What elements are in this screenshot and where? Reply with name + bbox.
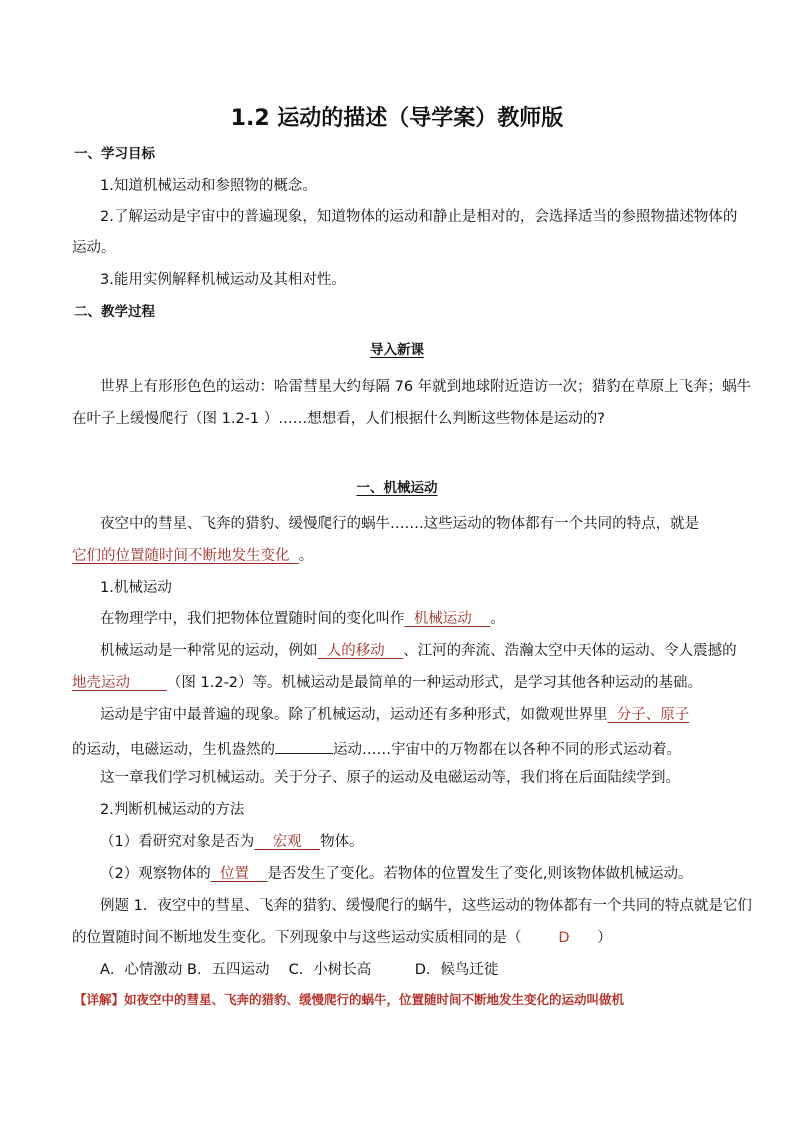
- para-3-line-1: 机械运动是一种常见的运动，例如 人的移动 、江河的奔流、浩瀚太空中天体的运动、令人震撼的: [100, 643, 737, 659]
- goal-3: 3.能用实例解释机械运动及其相对性。: [100, 272, 346, 288]
- intro-line-2: 在叶子上缓慢爬行（图 1.2-1 ）……想想看，人们根据什么判断这些物体是运动的?: [72, 411, 605, 427]
- example-1-options: A．心情激动 B．五四运动 C．小树长高 D．候鸟迁徙: [100, 962, 499, 978]
- para-1-line-2: 它们的位置随时间不断地发生变化 。: [72, 548, 314, 564]
- answer-blank: 分子、原子: [616, 707, 690, 723]
- mechanical-motion-heading: 一、机械运动: [356, 480, 438, 496]
- method-1: （1）看研究对象是否为 宏观 物体。: [100, 834, 364, 850]
- example-1-line-2: 的位置随时间不断地发生变化。下列现象中与这些运动实质相同的是（ D ）: [72, 930, 612, 946]
- goal-2-cont: 运动。: [72, 240, 116, 256]
- answer-blank: 位置: [219, 866, 249, 882]
- method-2: （2）观察物体的 位置 是否发生了变化。若物体的位置发生了变化,则该物体做机械运动。: [100, 866, 693, 882]
- goal-2: 2.了解运动是宇宙中的普遍现象，知道物体的运动和静止是相对的，会选择适当的参照物描述物体的: [100, 209, 738, 225]
- intro-heading: 导入新课: [370, 342, 424, 358]
- detail-explanation: 【详解】如夜空中的彗星、飞奔的猎豹、缓慢爬行的蜗牛，位置随时间不断地发生变化的运动叫做机: [74, 992, 625, 1007]
- intro-line-1: 世界上有形形色色的运动：哈雷彗星大约每隔 76 年就到地球附近造访一次；猎豹在草原上飞奔；蜗牛: [100, 379, 752, 395]
- para-3-line-2: 地壳运动 （图 1.2-2）等。机械运动是最简单的一种运动形式，是学习其他各种运动的基础。: [72, 675, 703, 691]
- answer-blank: 地壳运动: [72, 675, 130, 691]
- answer-blank: 宏观: [272, 834, 302, 850]
- section-heading-process: 二、教学过程: [74, 304, 155, 320]
- para-2: 在物理学中，我们把物体位置随时间的变化叫作 机械运动 。: [100, 611, 505, 627]
- section-heading-goals: 一、学习目标: [74, 146, 155, 162]
- para-1-line-1: 夜空中的彗星、飞奔的猎豹、缓慢爬行的蜗牛…….这些运动的物体都有一个共同的特点，就是: [100, 516, 700, 532]
- subheading-mechanical-motion: 1.机械运动: [100, 580, 172, 596]
- empty-blank: [275, 737, 333, 754]
- example-answer: D: [558, 930, 570, 946]
- answer-blank: 人的移动: [326, 643, 385, 659]
- goal-1: 1.知道机械运动和参照物的概念。: [100, 178, 317, 194]
- answer-blank: 它们的位置随时间不断地发生变化: [72, 548, 290, 564]
- example-1-line-1: 例题 1．夜空中的彗星、飞奔的猎豹、缓慢爬行的蜗牛，这些运动的物体都有一个共同的特点就是它们: [100, 898, 752, 914]
- para-4-line-1: 运动是宇宙中最普遍的现象。除了机械运动，运动还有多种形式，如微观世界里 分子、原子: [100, 707, 690, 723]
- answer-blank: 机械运动: [413, 611, 472, 627]
- subheading-judge-method: 2.判断机械运动的方法: [100, 802, 245, 818]
- para-4-line-2: 的运动，电磁运动，生机盎然的 运动……宇宙中的万物都在以各种不同的形式运动着。: [72, 737, 681, 760]
- page-title: 1.2 运动的描述（导学案）教师版: [230, 106, 564, 131]
- para-5: 这一章我们学习机械运动。关于分子、原子的运动及电磁运动等，我们将在后面陆续学到。: [100, 770, 680, 786]
